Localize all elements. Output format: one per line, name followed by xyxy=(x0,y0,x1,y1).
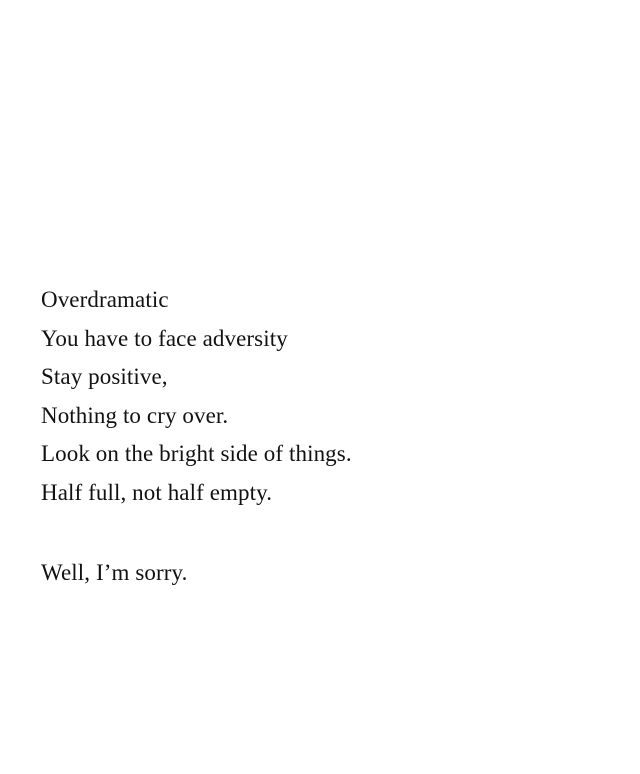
poem-line: You have to face adversity xyxy=(41,325,288,351)
poem-line: Stay positive, xyxy=(41,364,168,390)
poem-text xyxy=(41,281,352,592)
poem-line: Overdramatic xyxy=(41,287,169,312)
poem-line: Half full, not half empty. xyxy=(41,479,273,505)
stanza-1 xyxy=(41,281,352,513)
stanza-2 xyxy=(41,554,352,593)
poem-line: Look on the bright side of things. xyxy=(41,441,352,467)
poem-line: Nothing to cry over. xyxy=(41,402,229,428)
poem-line: Well, I’m sorry. xyxy=(41,559,188,585)
stanza-break xyxy=(41,513,352,554)
